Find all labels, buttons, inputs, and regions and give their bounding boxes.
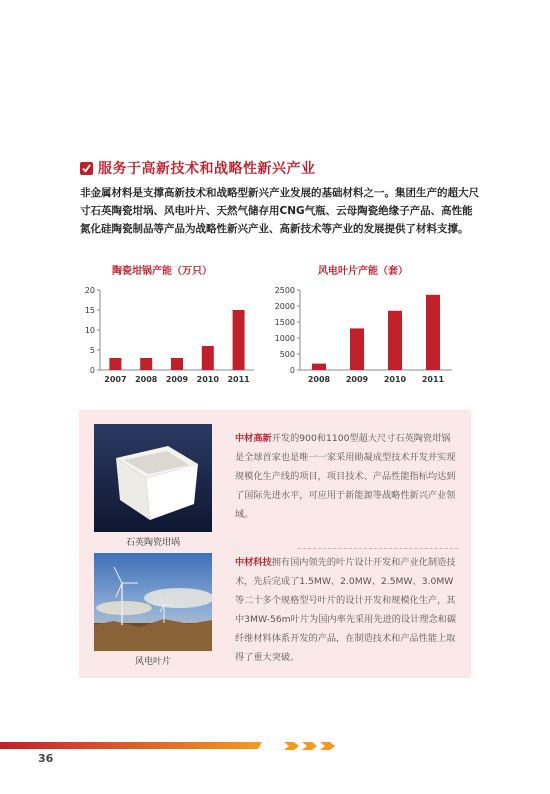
bar	[202, 346, 214, 370]
chart-title-crucible: 陶瓷坩锅产能（万只）	[112, 266, 212, 277]
section-header	[80, 158, 316, 178]
x-tick-label: 2010	[196, 375, 219, 384]
x-tick-label: 2011	[227, 375, 250, 384]
x-tick-label: 2008	[135, 375, 158, 384]
wind-description	[235, 553, 459, 667]
y-tick-label: 500	[279, 350, 295, 359]
y-tick-label: 2000	[274, 302, 295, 311]
bar	[233, 310, 245, 370]
checkbox-icon	[80, 162, 93, 175]
bar	[388, 311, 402, 370]
description-text: 拥有国内领先的叶片设计开发和产业化制造技术，先后完成了1.5MW、2.0MW、2.5MW、3.0MW等二十多个规格型号叶片的设计开发和规模化生产，其中3MW-56m叶片为国内率先采用先进的设计理念和碳纤维材料体系开发的产品，在制造技术和产品性能上取得了重大突破。	[235, 557, 457, 663]
company-name: 中材科技	[235, 557, 272, 568]
y-tick-label: 15	[84, 306, 95, 315]
description-text: 开发的900和1100型超大尺寸石英陶瓷坩锅是全球首家也是唯一一家采用勛凝成型技术开发并实现规模化生产线的项目，项目技术、产品性能指标均达到了国际先进水平，可应用于新能源等战略性新兴产业领域。	[235, 433, 456, 520]
x-tick-label: 2007	[104, 375, 127, 384]
y-tick-label: 1000	[274, 334, 295, 343]
bar	[312, 364, 326, 370]
chart-wind-blade	[268, 280, 458, 392]
y-tick-label: 1500	[274, 318, 295, 327]
company-name: 中材高新	[235, 433, 272, 444]
crucible-caption: 石英陶瓷坩埚	[125, 538, 180, 548]
y-tick-label: 0	[289, 366, 295, 375]
chart-title-wind-blade: 风电叶片产能（套）	[318, 266, 408, 277]
y-tick-label: 20	[84, 286, 95, 295]
footer-decoration	[0, 741, 550, 755]
bar	[109, 358, 121, 370]
x-tick-label: 2011	[421, 375, 445, 384]
x-tick-label: 2009	[165, 375, 189, 384]
bar	[140, 358, 152, 370]
y-tick-label: 2500	[274, 286, 295, 295]
bar	[171, 358, 183, 370]
crucible-photo	[94, 424, 212, 532]
x-tick-label: 2009	[345, 375, 369, 384]
chart-crucible	[78, 280, 258, 392]
x-tick-label: 2010	[383, 375, 407, 384]
page-number: 36	[38, 752, 54, 765]
y-tick-label: 10	[84, 326, 95, 335]
section-title: 服务于高新技术和战略性新兴产业	[98, 161, 316, 177]
y-tick-label: 5	[89, 346, 95, 355]
divider	[298, 548, 458, 549]
feature-panel	[79, 410, 471, 678]
wind-caption: 风电叶片	[134, 657, 171, 667]
crucible-description	[235, 429, 459, 524]
bar	[426, 295, 440, 370]
wind-turbine-photo	[94, 553, 212, 651]
bar	[350, 328, 364, 370]
y-tick-label: 0	[89, 366, 95, 375]
x-tick-label: 2008	[307, 375, 331, 384]
intro-paragraph: 非金属材料是支撑高新技术和战略型新兴产业发展的基础材料之一。集团生产的超大尺寸石英陶瓷坩埚、风电叶片、天然气储存用CNG气瓶、云母陶瓷绝缘子产品、高性能氮化硅陶瓷制品等产品为战略性新兴产业、高新技术等产业的发展提供了材料支撑。	[80, 187, 479, 235]
